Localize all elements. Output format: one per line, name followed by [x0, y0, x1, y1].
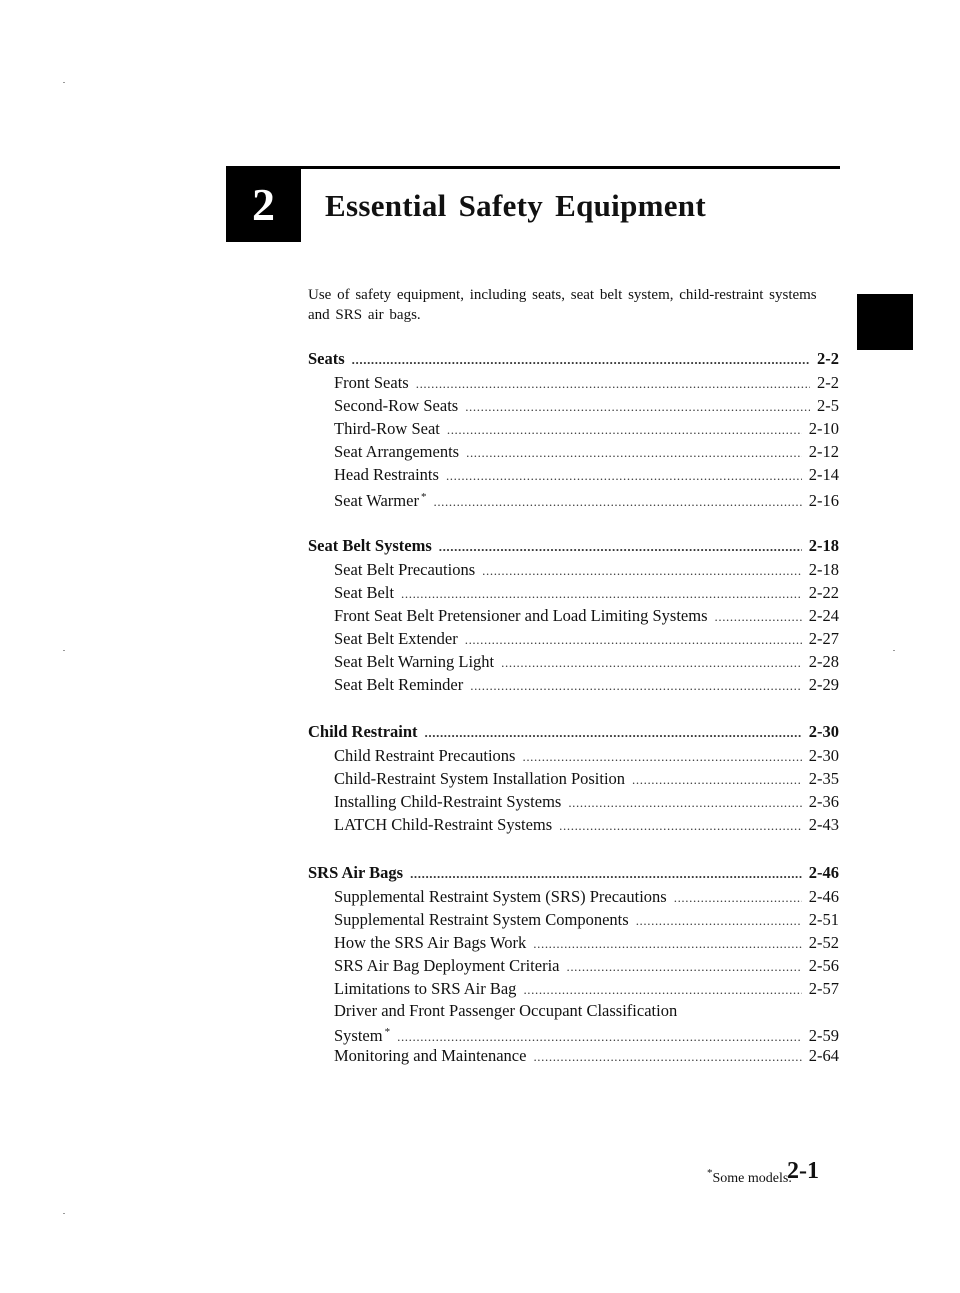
toc-entry[interactable]: Second-Row Seats ..... 2-5 [308, 394, 839, 417]
crop-mark-bottom [63, 1213, 65, 1214]
toc-entry[interactable]: Third-Row Seat ..... 2-10 [308, 417, 839, 440]
chapter-number: 2 [252, 178, 275, 230]
chapter-header-rule [226, 166, 840, 169]
toc-entry-multiline[interactable]: Driver and Front Passenger Occupant Classification System * ..... 2-59 [308, 1000, 839, 1044]
toc-entry[interactable]: How the SRS Air Bags Work ..... 2-52 [308, 931, 839, 954]
dot-leader [447, 418, 802, 441]
dot-leader [632, 768, 802, 791]
dot-leader [446, 464, 802, 487]
toc-entry[interactable]: Seat Warmer * ..... 2-16 [308, 486, 839, 509]
crop-mark-top [63, 82, 65, 83]
toc-heading[interactable]: Seat Belt Systems ..... 2-18 [308, 534, 839, 558]
dot-leader [522, 745, 801, 768]
toc-section-seats [308, 347, 839, 509]
page-number: 2-1 [787, 1158, 819, 1184]
dot-leader [674, 886, 802, 909]
some-models-marker: * [420, 491, 427, 503]
toc-entry[interactable]: Seat Belt Warning Light ..... 2-28 [308, 650, 839, 673]
toc-heading[interactable]: Child Restraint ..... 2-30 [308, 720, 839, 744]
chapter-intro: Use of safety equipment, including seats, seat belt system, child-restraint systems and SRS air bags. [308, 287, 817, 323]
toc-entry[interactable]: Child Restraint Precautions ..... 2-30 [308, 744, 839, 767]
dot-leader [482, 559, 802, 582]
dot-leader [470, 674, 802, 697]
dot-leader [465, 628, 802, 651]
dot-leader [352, 348, 810, 372]
dot-leader [439, 535, 802, 559]
toc-entry[interactable]: Seat Belt Reminder ..... 2-29 [308, 673, 839, 696]
dot-leader [533, 932, 801, 955]
crop-mark-right-middle [893, 650, 895, 651]
toc-entry[interactable]: Seat Belt Precautions ..... 2-18 [308, 558, 839, 581]
toc-heading[interactable]: SRS Air Bags ..... 2-46 [308, 861, 839, 885]
toc-section-seat-belt-systems [308, 534, 839, 696]
toc-entry[interactable]: Seat Belt ..... 2-22 [308, 581, 839, 604]
chapter-number-box [226, 166, 301, 242]
dot-leader [636, 909, 802, 932]
dot-leader [433, 490, 801, 513]
toc-entry[interactable]: Child-Restraint System Installation Position ..... 2-35 [308, 767, 839, 790]
toc-section-child-restraint [308, 720, 839, 836]
dot-leader [533, 1045, 801, 1068]
toc-entry[interactable]: Front Seats ..... 2-2 [308, 371, 839, 394]
crop-mark-left-middle [63, 650, 65, 651]
toc-entry[interactable]: LATCH Child-Restraint Systems ..... 2-43 [308, 813, 839, 836]
dot-leader [523, 978, 801, 1001]
chapter-thumb-tab [857, 294, 913, 350]
toc-entry[interactable]: Limitations to SRS Air Bag ..... 2-57 [308, 977, 839, 1000]
dot-leader [410, 862, 802, 886]
toc-entry[interactable]: Seat Belt Extender ..... 2-27 [308, 627, 839, 650]
dot-leader [566, 955, 801, 978]
dot-leader [425, 721, 802, 745]
dot-leader [466, 441, 802, 464]
dot-leader [416, 372, 810, 395]
dot-leader [501, 651, 802, 674]
toc-entry[interactable]: Head Restraints ..... 2-14 [308, 463, 839, 486]
toc-entry[interactable]: SRS Air Bag Deployment Criteria ..... 2-56 [308, 954, 839, 977]
dot-leader [401, 582, 802, 605]
toc-section-srs-air-bags [308, 861, 839, 1067]
table-of-contents [308, 347, 839, 1091]
footnote-some-models: *Some models. [707, 1167, 792, 1186]
toc-entry[interactable]: Supplemental Restraint System Components ..... 2-51 [308, 908, 839, 931]
dot-leader [715, 605, 802, 628]
chapter-title: Essential Safety Equipment [325, 188, 706, 223]
toc-entry[interactable]: Monitoring and Maintenance ..... 2-64 [308, 1044, 839, 1067]
some-models-marker: * [707, 1167, 713, 1179]
toc-entry[interactable]: Front Seat Belt Pretensioner and Load Limiting Systems ..... 2-24 [308, 604, 839, 627]
some-models-marker: * [384, 1025, 391, 1038]
toc-entry[interactable]: Installing Child-Restraint Systems ..... 2-36 [308, 790, 839, 813]
toc-entry[interactable]: Seat Arrangements ..... 2-12 [308, 440, 839, 463]
toc-heading[interactable]: Seats ..... 2-2 [308, 347, 839, 371]
dot-leader [465, 395, 810, 418]
toc-entry[interactable]: Supplemental Restraint System (SRS) Precautions ..... 2-46 [308, 885, 839, 908]
dot-leader [568, 791, 801, 814]
dot-leader [559, 814, 802, 837]
